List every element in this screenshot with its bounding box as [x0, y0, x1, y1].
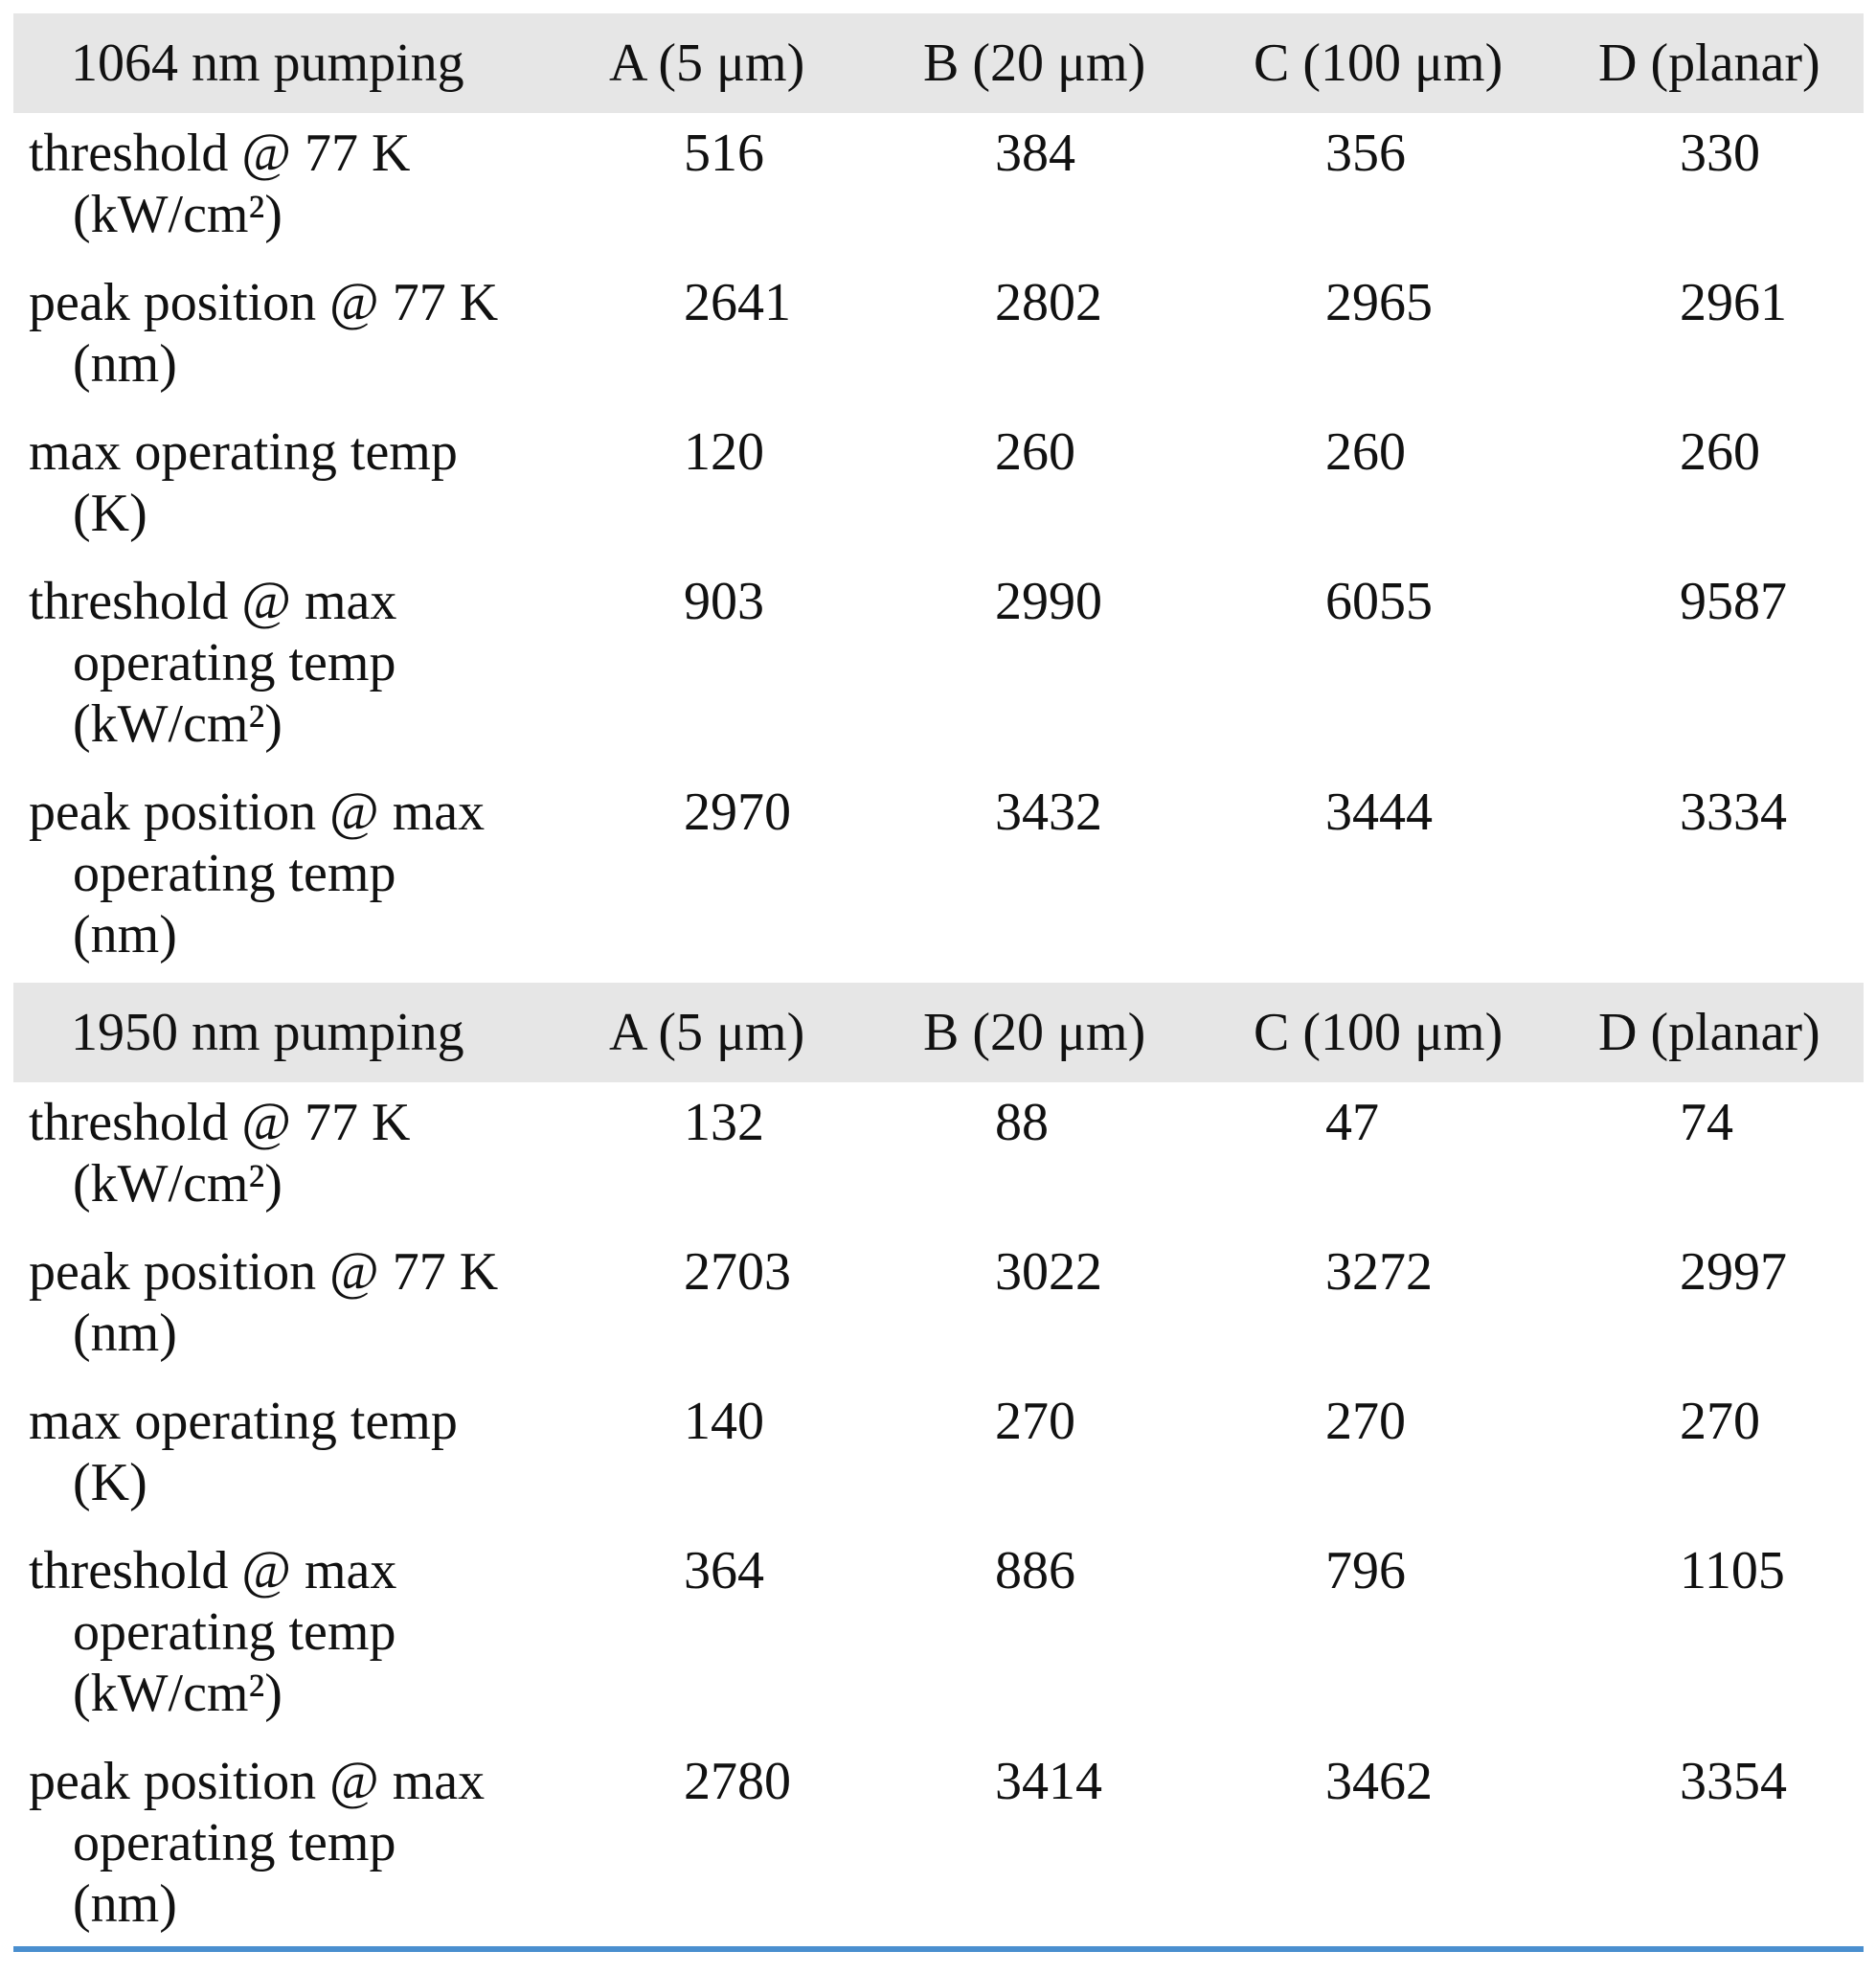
row-label-main: peak position @ max: [29, 783, 486, 842]
row-label: [13, 772, 607, 983]
row-label: [13, 1531, 607, 1741]
cell-value: 6055: [1325, 572, 1433, 631]
column-header: C (100 μm): [1254, 13, 1598, 113]
table-row: [13, 1531, 1864, 1741]
column-header: B (20 μm): [923, 983, 1254, 1082]
cell-value: 516: [684, 124, 764, 183]
cell-value: 140: [684, 1392, 764, 1451]
cell-value: 3432: [995, 783, 1102, 842]
table-row: [13, 1232, 1864, 1381]
row-label: [13, 1741, 607, 1952]
cell-value: 2780: [684, 1752, 791, 1811]
cell-value: 384: [995, 124, 1075, 183]
column-header: C (100 μm): [1254, 983, 1598, 1082]
cell-value: 3022: [995, 1242, 1102, 1302]
row-label: [13, 113, 607, 262]
table-row: [13, 1381, 1864, 1531]
cell-value: 74: [1680, 1093, 1733, 1152]
row-label-main: max operating temp: [29, 1392, 458, 1451]
section-header-row: [13, 13, 1864, 113]
row-label: [13, 1381, 607, 1531]
row-label-main: peak position @ 77 K: [29, 1242, 499, 1302]
row-label-main: max operating temp: [29, 422, 458, 482]
row-label-continuation: (nm): [73, 334, 177, 394]
row-label-continuation: operating temp: [73, 1813, 396, 1872]
table-row: [13, 1741, 1864, 1952]
row-label-continuation: (nm): [73, 905, 177, 964]
cell-value: 260: [1325, 422, 1406, 482]
column-header: A (5 μm): [607, 983, 923, 1082]
table-row: [13, 412, 1864, 561]
cell-value: 2965: [1325, 273, 1433, 332]
row-label-continuation: operating temp: [73, 633, 396, 692]
row-label-main: threshold @ max: [29, 1541, 397, 1600]
row-label-continuation: (K): [73, 484, 147, 543]
cell-value: 2970: [684, 783, 791, 842]
cell-value: 270: [995, 1392, 1075, 1451]
section-header-row: [13, 983, 1864, 1082]
cell-value: 330: [1680, 124, 1760, 183]
cell-value: 356: [1325, 124, 1406, 183]
cell-value: 120: [684, 422, 764, 482]
cell-value: 886: [995, 1541, 1075, 1600]
row-label: [13, 1082, 607, 1232]
cell-value: 3354: [1680, 1752, 1787, 1811]
row-label-main: threshold @ 77 K: [29, 1093, 411, 1152]
column-header: A (5 μm): [607, 13, 923, 113]
laser-performance-table: [13, 13, 1864, 1952]
data-table-container: [13, 13, 1864, 1952]
row-label-continuation: (K): [73, 1453, 147, 1512]
row-label-main: peak position @ max: [29, 1752, 486, 1811]
cell-value: 364: [684, 1541, 764, 1600]
row-label: [13, 1232, 607, 1381]
row-label-continuation: (kW/cm²): [73, 694, 283, 754]
row-label: [13, 412, 607, 561]
cell-value: 88: [995, 1093, 1049, 1152]
column-header: B (20 μm): [923, 13, 1254, 113]
table-row: [13, 772, 1864, 983]
table-row: [13, 1082, 1864, 1232]
column-header: D (planar): [1598, 13, 1864, 113]
cell-value: 2990: [995, 572, 1102, 631]
cell-value: 3414: [995, 1752, 1102, 1811]
row-label-continuation: (nm): [73, 1304, 177, 1363]
row-label-continuation: (nm): [73, 1874, 177, 1934]
section-title: 1064 nm pumping: [13, 13, 607, 113]
cell-value: 2641: [684, 273, 791, 332]
cell-value: 270: [1680, 1392, 1760, 1451]
row-label-continuation: (kW/cm²): [73, 1154, 283, 1214]
column-header: D (planar): [1598, 983, 1864, 1082]
row-label-main: peak position @ 77 K: [29, 273, 499, 332]
cell-value: 2802: [995, 273, 1102, 332]
row-label-main: threshold @ 77 K: [29, 124, 411, 183]
section-title: 1950 nm pumping: [13, 983, 607, 1082]
table-bottom-rule: [13, 1946, 1864, 1952]
cell-value: 260: [995, 422, 1075, 482]
cell-value: 260: [1680, 422, 1760, 482]
cell-value: 796: [1325, 1541, 1406, 1600]
cell-value: 2961: [1680, 273, 1787, 332]
cell-value: 2703: [684, 1242, 791, 1302]
row-label: [13, 262, 607, 412]
cell-value: 132: [684, 1093, 764, 1152]
cell-value: 3272: [1325, 1242, 1433, 1302]
row-label-continuation: (kW/cm²): [73, 1664, 283, 1723]
row-label-main: threshold @ max: [29, 572, 397, 631]
cell-value: 1105: [1680, 1541, 1785, 1600]
cell-value: 903: [684, 572, 764, 631]
table-row: [13, 113, 1864, 262]
row-label-continuation: (kW/cm²): [73, 185, 283, 244]
row-label-continuation: operating temp: [73, 844, 396, 903]
cell-value: 2997: [1680, 1242, 1787, 1302]
cell-value: 270: [1325, 1392, 1406, 1451]
cell-value: 3462: [1325, 1752, 1433, 1811]
cell-value: 9587: [1680, 572, 1787, 631]
table-row: [13, 262, 1864, 412]
cell-value: 47: [1325, 1093, 1379, 1152]
table-row: [13, 561, 1864, 772]
row-label-continuation: operating temp: [73, 1602, 396, 1662]
cell-value: 3444: [1325, 783, 1433, 842]
row-label: [13, 561, 607, 772]
cell-value: 3334: [1680, 783, 1787, 842]
